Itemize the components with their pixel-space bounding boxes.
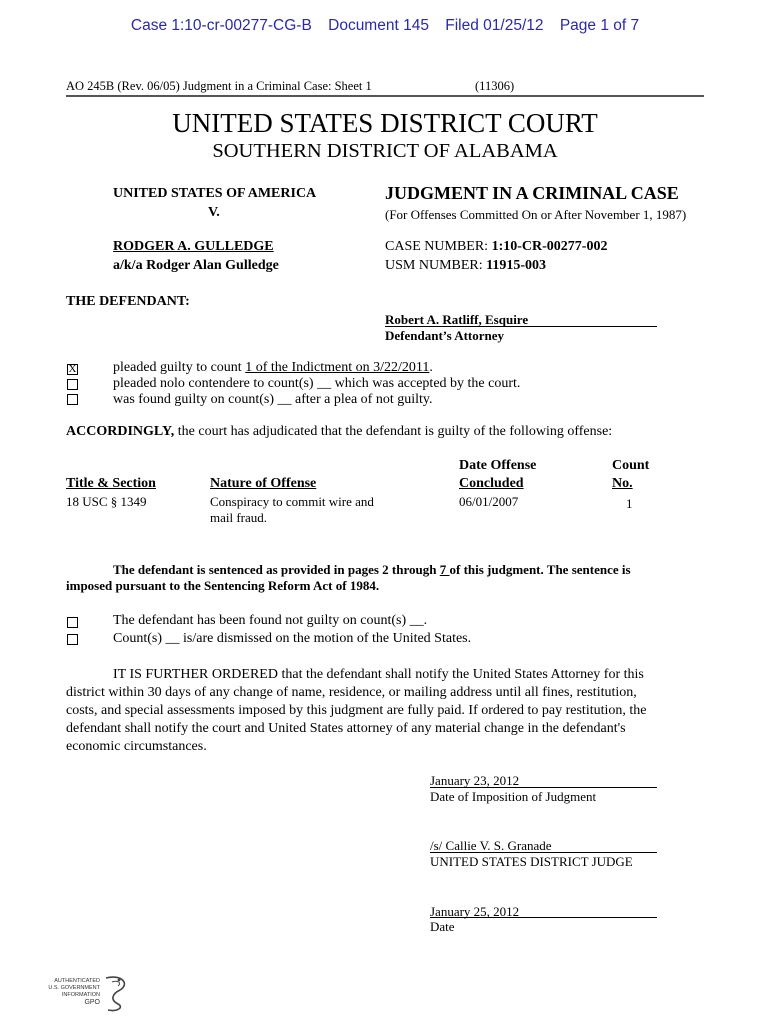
header-count-no: No. [612,476,633,491]
plea-not-guilty-text: was found guilty on count(s) __ after a plea of not guilty. [113,392,433,407]
further-ordered-line5: economic circumstances. [66,739,207,754]
row-date-concluded: 06/01/2007 [459,494,519,509]
svg-text:U.S. GOVERNMENT: U.S. GOVERNMENT [48,985,100,991]
dismissed-checkbox[interactable] [67,634,78,645]
court-name: UNITED STATES DISTRICT COURT [172,108,598,138]
judge-signature-line [430,852,657,853]
dismissed-text: Count(s) __ is/are dismissed on the motion of the United States. [113,631,472,646]
row-nature-line2: mail fraud. [210,510,268,525]
sentence-reform-act: imposed pursuant to the Sentencing Reform Act of 1984. [66,578,380,593]
attorney-role: Defendant’s Attorney [385,328,505,343]
plea-guilty-suffix: . [429,360,433,375]
entry-date-line [430,917,657,918]
header-nature-offense: Nature of Offense [210,476,317,491]
usm-number [385,258,546,274]
row-title-section: 18 USC § 1349 [66,494,147,509]
header-date-offense: Date Offense [459,458,537,473]
plea-guilty-checkbox[interactable]: X [68,363,77,375]
filing-document-number: Document 145 [328,17,429,34]
further-ordered-line1: IT IS FURTHER ORDERED that the defendant shall notify the United States Attorney for this [113,667,644,682]
form-code: (11306) [475,79,515,93]
not-guilty-text: The defendant has been found not guilty on count(s) __. [113,613,428,628]
the-defendant-heading: THE DEFENDANT: [66,294,190,309]
usm-number-label: USM NUMBER: [385,258,487,273]
judgment-subtitle: (For Offenses Committed On or After November 1, 1987) [385,207,687,222]
attorney-signature-line [385,326,657,327]
filing-page-number: Page 1 of 7 [559,17,640,34]
further-ordered-line2: district within 30 days of any change of name, residence, or mailing address until all fines, restitution, [66,685,637,700]
case-number-value: 1:10-CR-00277-002 [491,239,608,254]
accordingly-text: the court has adjudicated that the defendant is guilty of the following offense: [174,424,613,439]
header-date-concluded: Concluded [459,476,524,491]
plea-guilty-prefix: pleaded guilty to count [113,360,246,375]
imposition-date: January 23, 2012 [430,773,520,788]
judge-title: UNITED STATES DISTRICT JUDGE [430,854,633,869]
usm-number-value: 11915-003 [486,258,547,273]
svg-text:GPO: GPO [84,999,100,1006]
plea-guilty-text [113,360,433,376]
versus-label: V. [208,205,220,220]
header-title-section: Title & Section [66,476,156,491]
case-number [385,239,607,255]
not-guilty-checkbox[interactable] [67,617,78,628]
sentence-pages: 7 [439,562,450,577]
sentence-part1: The defendant is sentenced as provided in pages 2 through [113,562,440,577]
sentence-part2: of this judgment. The sentence is [449,562,631,577]
filing-date: Filed 01/25/12 [445,17,544,34]
accordingly-label: ACCORDINGLY, [66,424,175,439]
gpo-authentication-seal-icon [40,972,132,1014]
plea-guilty-count: 1 of the Indictment on 3/22/2011 [245,360,430,375]
form-identifier: AO 245B (Rev. 06/05) Judgment in a Criminal Case: Sheet 1 [66,79,372,93]
court-district: SOUTHERN DISTRICT OF ALABAMA [212,140,558,162]
entry-date: January 25, 2012 [430,904,520,919]
filing-header [0,17,770,35]
defendant-aka: a/k/a Rodger Alan Gulledge [113,258,279,273]
entry-date-label: Date [430,919,455,934]
attorney-name: Robert A. Ratliff, Esquire [385,312,529,327]
header-count: Count [612,458,650,473]
sentence-statement [113,562,631,578]
filing-case-number: Case 1:10-cr-00277-CG-B [130,17,312,34]
further-ordered-line3: costs, and special assessments imposed by this judgment are fully paid. If ordered to pay restitution, the [66,703,647,718]
plea-not-guilty-checkbox[interactable] [67,394,78,405]
svg-text:AUTHENTICATED: AUTHENTICATED [54,978,100,984]
defendant-name: RODGER A. GULLEDGE [113,239,274,254]
imposition-date-line [430,787,657,788]
case-number-label: CASE NUMBER: [385,239,492,254]
plaintiff-name: UNITED STATES OF AMERICA [113,186,317,201]
imposition-date-label: Date of Imposition of Judgment [430,789,597,804]
svg-text:INFORMATION: INFORMATION [61,992,100,998]
accordingly-statement [66,424,612,440]
plea-nolo-checkbox[interactable] [67,379,78,390]
plea-nolo-text: pleaded nolo contendere to count(s) __ which was accepted by the court. [113,376,521,391]
row-nature-line1: Conspiracy to commit wire and [210,494,374,509]
row-count-number: 1 [626,496,633,511]
header-rule [66,95,704,97]
judge-signature: /s/ Callie V. S. Granade [430,838,552,853]
judgment-title: JUDGMENT IN A CRIMINAL CASE [385,183,679,203]
further-ordered-line4: defendant shall notify the court and United States attorney of any material change in the defendant's [66,721,626,736]
